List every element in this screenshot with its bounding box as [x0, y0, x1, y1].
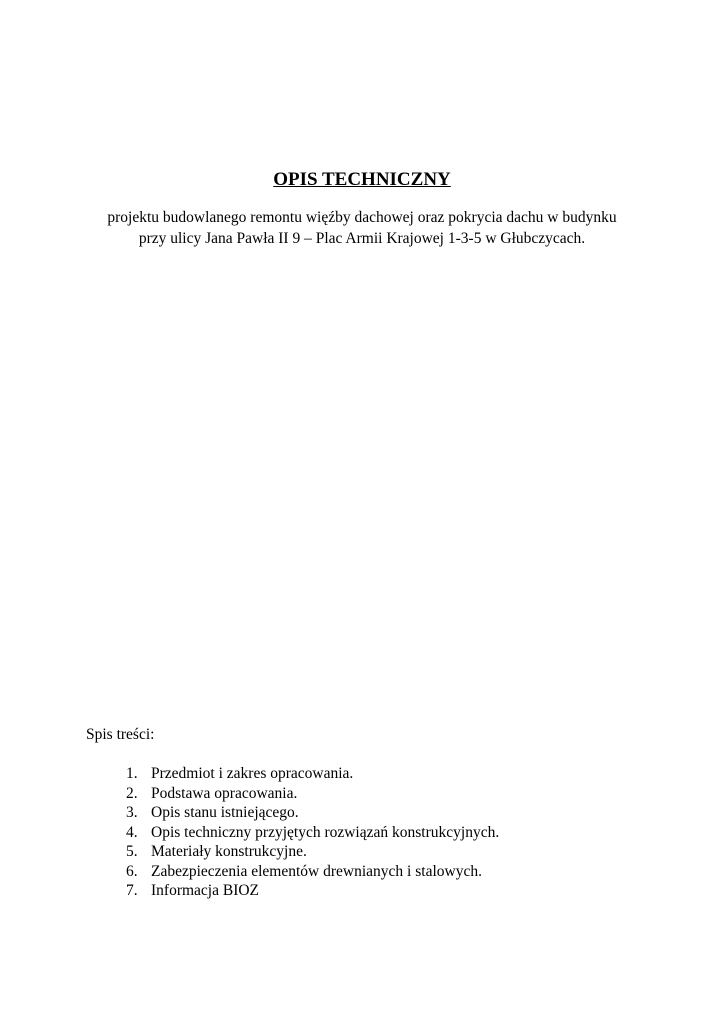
toc-item: [126, 803, 499, 823]
toc-item-number: 5.: [126, 843, 138, 860]
toc-item: [126, 764, 499, 784]
toc-item-label: Podstawa opracowania.: [151, 784, 298, 802]
toc-item: [126, 784, 499, 804]
toc-item-number: 2.: [126, 784, 138, 802]
toc-item-number: 7.: [126, 882, 138, 899]
toc-item-label: Opis stanu istniejącego.: [151, 804, 299, 821]
toc-item-number: 1.: [126, 765, 138, 782]
toc-item-label: Materiały konstrukcyjne.: [151, 843, 307, 860]
toc-item: [126, 823, 499, 843]
toc-item: [126, 862, 499, 882]
document-title: OPIS TECHNICZNY: [273, 169, 451, 190]
toc-item-label: Przedmiot i zakres opracowania.: [151, 765, 354, 782]
toc-heading: Spis treści:: [86, 726, 155, 743]
toc-item: [126, 842, 499, 862]
toc-item-number: 3.: [126, 804, 138, 821]
document-subtitle: projektu budowlanego remontu więźby dachowej oraz pokrycia dachu w budynku przy ulicy Jana Pawła II 9 – Plac Armii Krajowej 1-3-5 w Głubczycach.: [107, 209, 617, 247]
toc-item-label: Opis techniczny przyjętych rozwiązań konstrukcyjnych.: [151, 823, 500, 841]
toc-item-label: Informacja BIOZ: [151, 882, 260, 899]
toc-item-number: 6.: [126, 862, 138, 880]
toc-item: [126, 881, 499, 901]
toc-item-number: 4.: [126, 823, 138, 841]
table-of-contents: [126, 764, 499, 901]
toc-item-label: Zabezpieczenia elementów drewnianych i stalowych.: [151, 862, 482, 880]
